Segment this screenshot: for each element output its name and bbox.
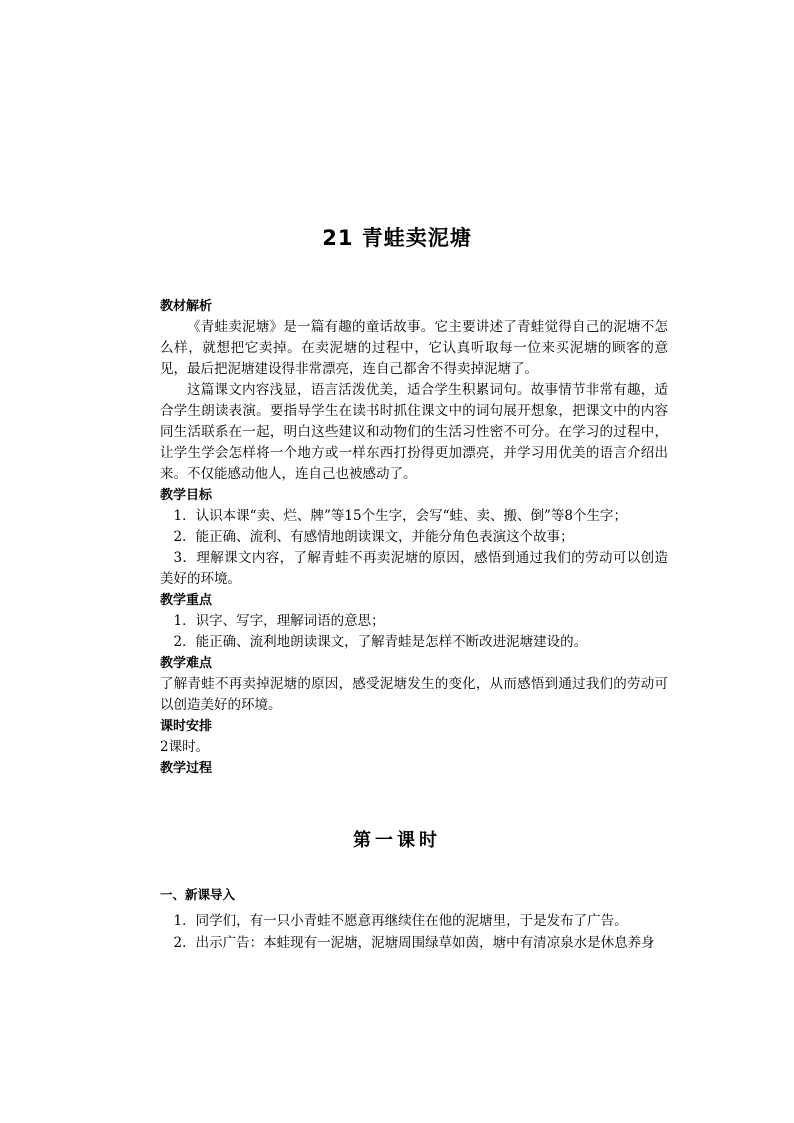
process-heading: 教学过程: [160, 761, 213, 776]
lesson-heading: 第一课时: [353, 830, 441, 851]
key-point-item: 1．识字、写字，理解词语的意思；: [173, 613, 385, 629]
lesson-content: [160, 884, 668, 954]
lesson-item: 2．出示广告：本蛙现有一泥塘，泥塘周围绿草如茵，塘中有清凉泉水是休息养身: [173, 935, 655, 951]
page-title: 21 青蛙卖泥塘: [322, 226, 472, 250]
key-point-item: 2．能正确、流利地朗读课文，了解青蛙是怎样不断改进泥塘建设的。: [173, 634, 588, 650]
new-lesson-intro-heading: 一、新课导入: [160, 887, 236, 902]
schedule-text: 2课时。: [160, 739, 210, 755]
goals-heading: 教学目标: [160, 488, 213, 503]
goal-item: 3．理解课文内容，了解青蛙不再卖泥塘的原因，感悟到通过我们的劳动可以创造美好的环境。: [160, 550, 668, 587]
analysis-paragraph-1: 《青蛙卖泥塘》是一篇有趣的童话故事。它主要讲述了青蛙觉得自己的泥塘不怎么样，就想把它卖掉。在卖泥塘的过程中，它认真听取每一位来买泥塘的顾客的意见，最后把泥塘建设得非常漂亮，连自己都舍不得卖掉泥塘了。: [160, 319, 668, 377]
difficulties-text: 了解青蛙不再卖掉泥塘的原因，感受泥塘发生的变化，从而感悟到通过我们的劳动可以创造美好的环境。: [160, 676, 668, 713]
difficulties-heading: 教学难点: [160, 656, 213, 671]
schedule-heading: 课时安排: [160, 719, 213, 734]
analysis-paragraph-2: 这篇课文内容浅显，语言活泼优美，适合学生积累词句。故事情节非常有趣，适合学生朗读表演。要指导学生在读书时抓住课文中的词句展开想象，把课文中的内容同生活联系在一起，明白这些建议和动物们的生活习性密不可分。在学习的过程中，让学生学会怎样将一个地方或一样东西打扮得更加漂亮，并学习用优美的语言介绍出来。不仅能感动他人，连自己也被感动了。: [160, 382, 668, 482]
key-points-heading: 教学重点: [160, 593, 213, 608]
main-content: [160, 296, 668, 779]
goal-item: 2．能正确、流利、有感情地朗读课文，并能分角色表演这个故事；: [173, 529, 574, 545]
analysis-heading: 教材解析: [160, 299, 213, 314]
lesson-item: 1．同学们，有一只小青蛙不愿意再继续住在他的泥塘里，于是发布了广告。: [173, 913, 628, 929]
goal-item: 1．认识本课“卖、烂、牌”等15个生字，会写“蛙、卖、搬、倒”等8个生字；: [173, 508, 627, 524]
